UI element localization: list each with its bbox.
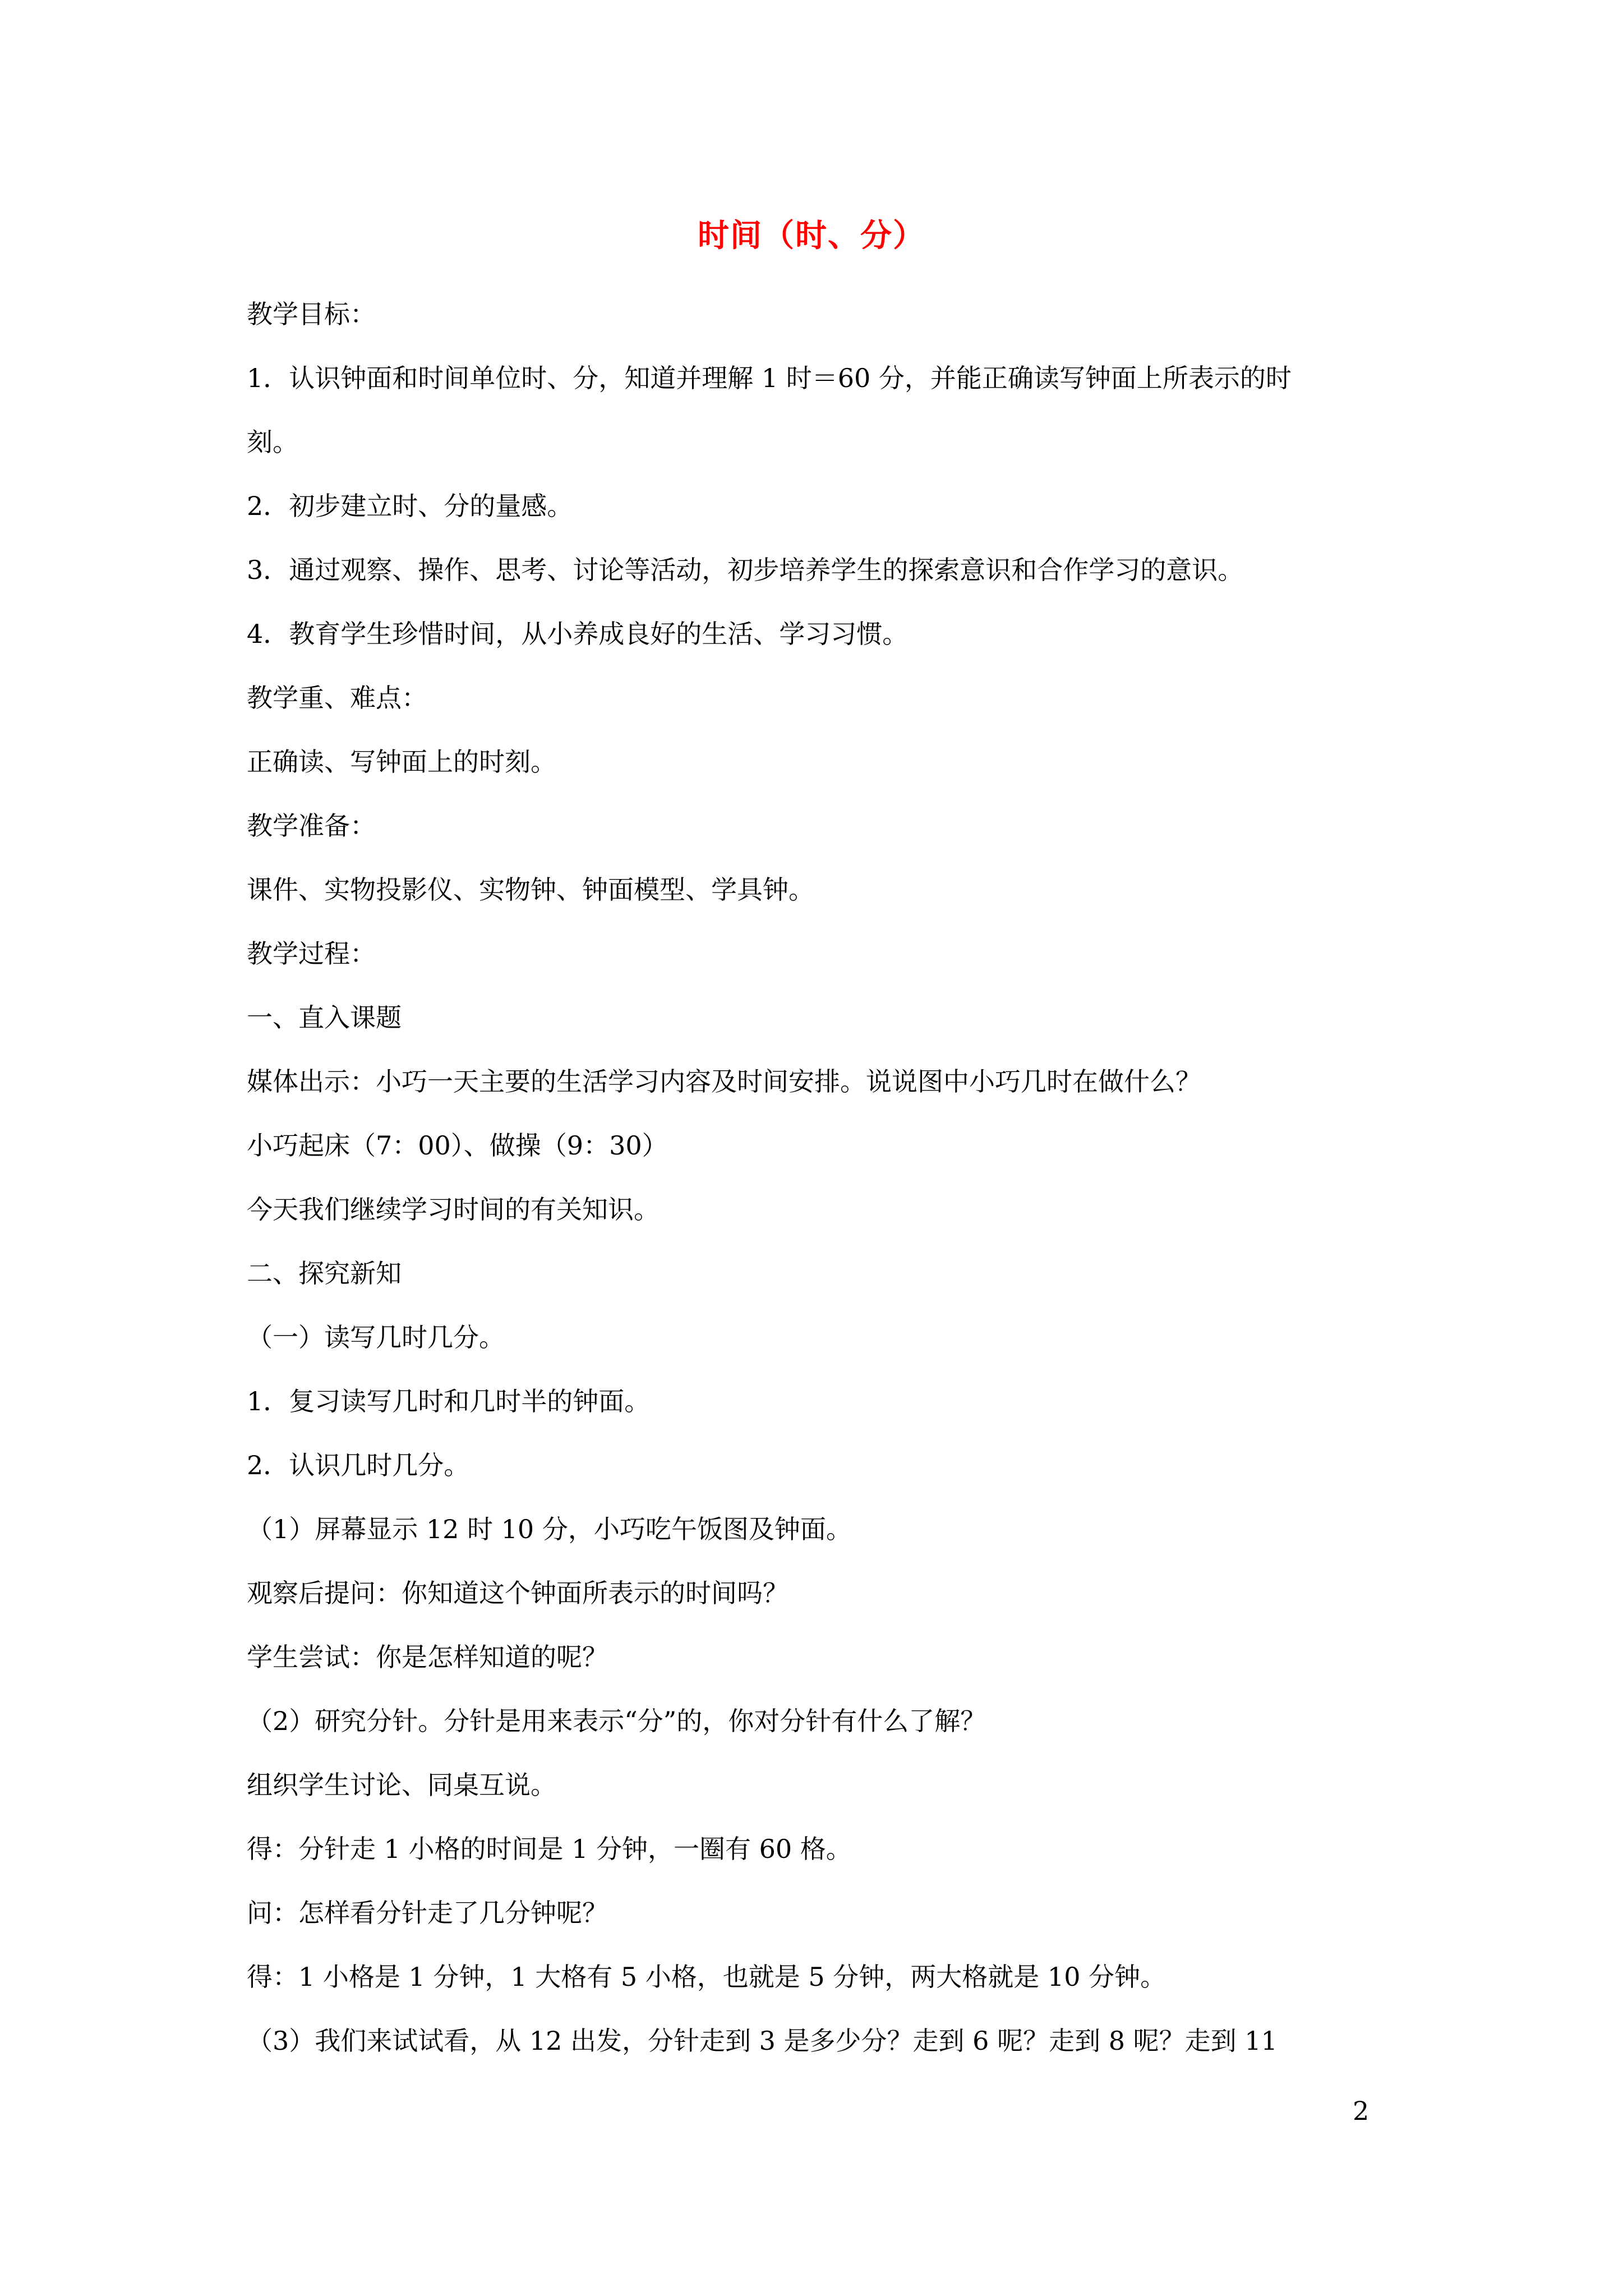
page-title: 时间（时、分） — [698, 217, 925, 254]
text-line: 学生尝试：你是怎样知道的呢？ — [247, 1642, 608, 1672]
text-line: 教学重、难点： — [247, 683, 427, 713]
text-line: 二、探究新知 — [247, 1258, 402, 1289]
text-line: （1）屏幕显示 12 时 10 分，小巧吃午饭图及钟面。 — [247, 1514, 852, 1544]
text-line: 问：怎样看分针走了几分钟呢？ — [247, 1898, 608, 1928]
text-line: 教学过程： — [247, 938, 376, 969]
text-line: 2．初步建立时、分的量感。 — [247, 491, 573, 521]
text-line: 3．通过观察、操作、思考、讨论等活动，初步培养学生的探索意识和合作学习的意识。 — [247, 555, 1244, 585]
document-body — [247, 297, 1391, 2088]
text-line: 1．复习读写几时和几时半的钟面。 — [247, 1386, 651, 1416]
text-line: 教学准备： — [247, 811, 376, 841]
text-line: 得：分针走 1 小格的时间是 1 分钟，一圈有 60 格。 — [247, 1834, 852, 1864]
text-line: 组织学生讨论、同桌互说。 — [247, 1770, 556, 1800]
text-line: 得：1 小格是 1 分钟，1 大格有 5 小格，也就是 5 分钟，两大格就是 10 分钟。 — [247, 1962, 1166, 1992]
page-number: 2 — [1353, 2096, 1370, 2126]
text-line: 一、直入课题 — [247, 1002, 402, 1033]
text-line: 今天我们继续学习时间的有关知识。 — [247, 1194, 660, 1225]
text-line: 4．教育学生珍惜时间，从小养成良好的生活、学习习惯。 — [247, 619, 909, 649]
text-line: 1．认识钟面和时间单位时、分，知道并理解 1 时＝60 分，并能正确读写钟面上所表示的时 — [247, 363, 1292, 393]
text-line: 正确读、写钟面上的时刻。 — [247, 747, 556, 777]
text-line: 2．认识几时几分。 — [247, 1450, 470, 1480]
text-line: 观察后提问：你知道这个钟面所表示的时间吗？ — [247, 1578, 789, 1608]
text-line: 媒体出示：小巧一天主要的生活学习内容及时间安排。说说图中小巧几时在做什么？ — [247, 1066, 1201, 1097]
text-line: 小巧起床（7：00）、做操（9：30） — [247, 1130, 668, 1161]
text-line: 刻。 — [247, 427, 298, 457]
text-line: 教学目标： — [247, 299, 376, 329]
text-line: （一）读写几时几分。 — [247, 1322, 505, 1352]
text-line: （3）我们来试试看，从 12 出发，分针走到 3 是多少分？走到 6 呢？走到 8 呢？走到 11 — [247, 2026, 1278, 2056]
text-line: （2）研究分针。分针是用来表示“分”的，你对分针有什么了解？ — [247, 1706, 986, 1736]
text-line: 课件、实物投影仪、实物钟、钟面模型、学具钟。 — [247, 875, 814, 905]
